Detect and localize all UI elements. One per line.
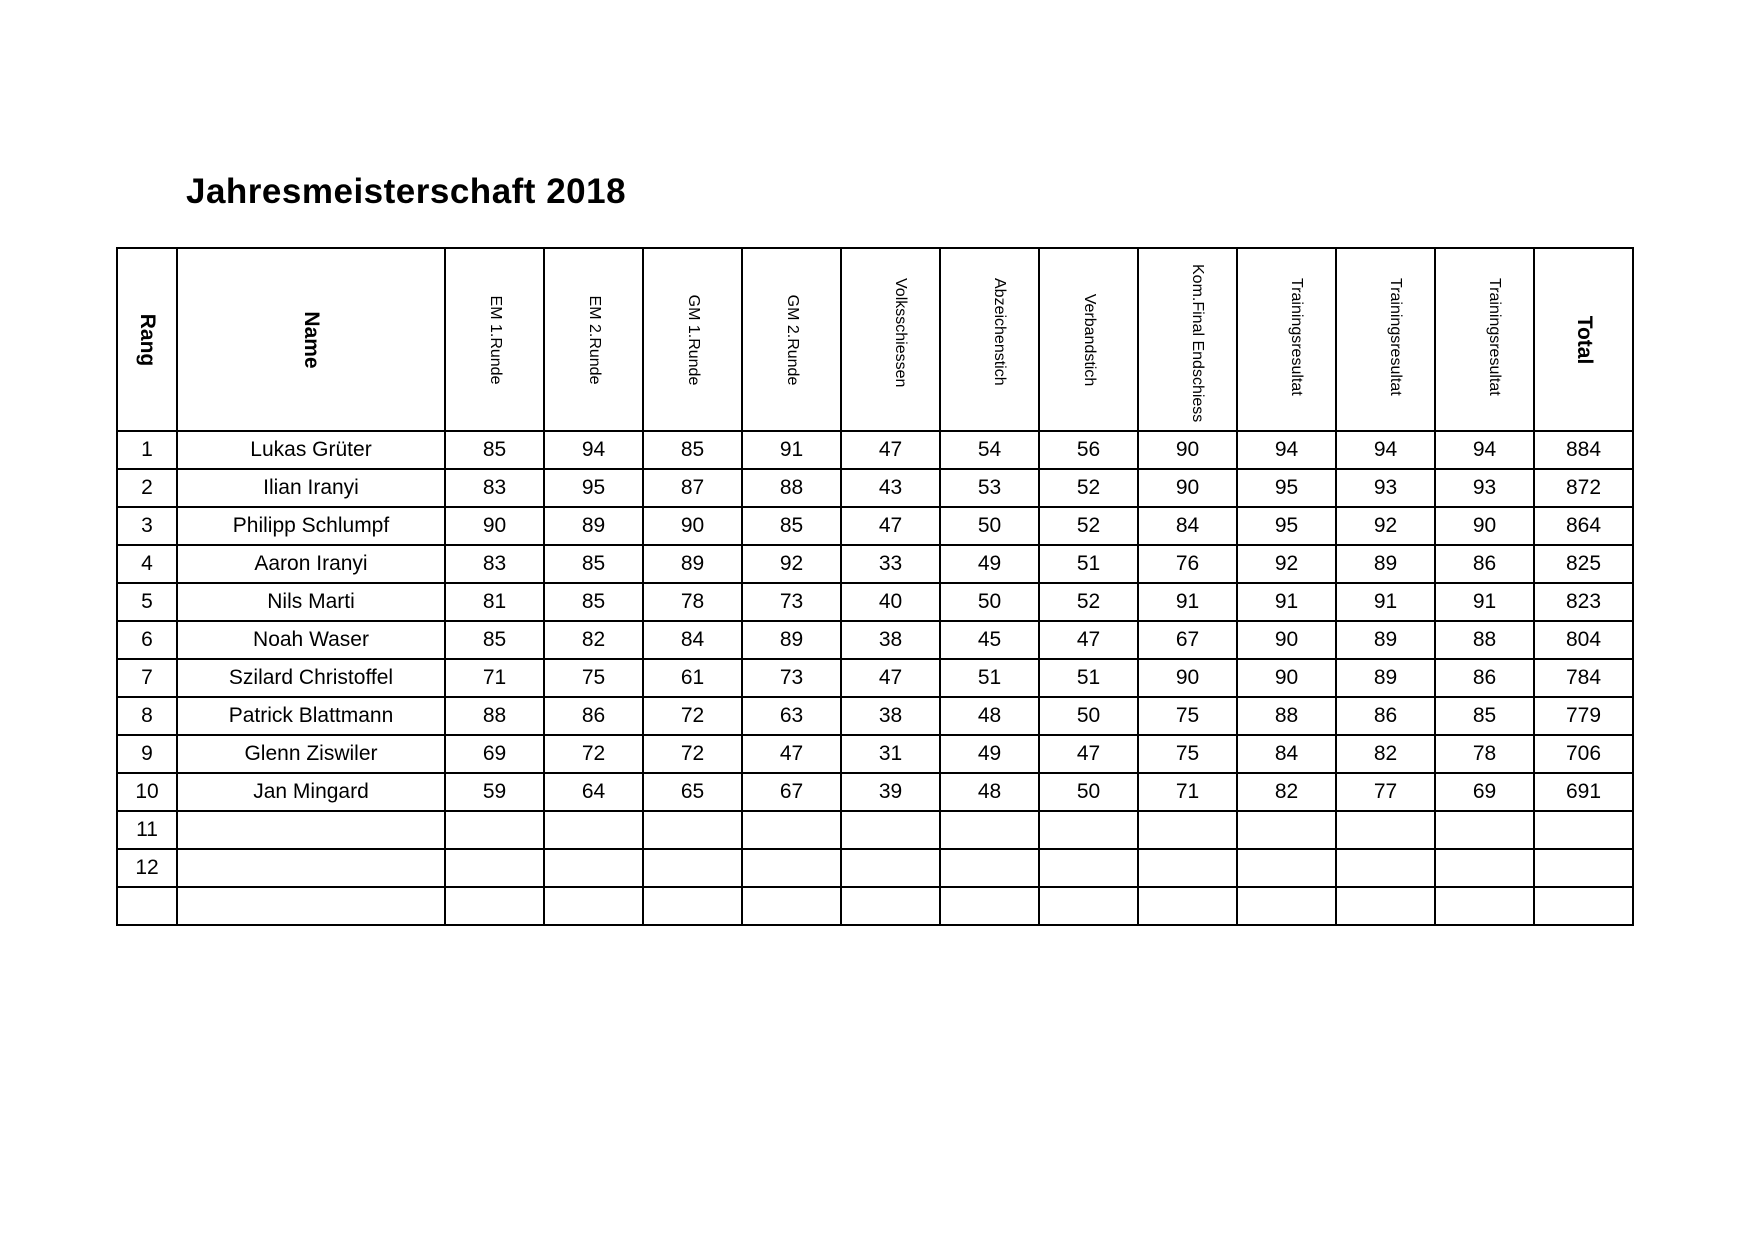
score-cell — [445, 849, 544, 887]
header-rang-label: Rang — [136, 313, 159, 366]
rang-cell: 8 — [117, 697, 177, 735]
score-cell: 69 — [1435, 773, 1534, 811]
score-cell: 75 — [544, 659, 643, 697]
score-cell — [742, 849, 841, 887]
score-cell — [1138, 811, 1237, 849]
score-cell: 91 — [1336, 583, 1435, 621]
score-cell: 78 — [1435, 735, 1534, 773]
header-gm2-label: GM 2.Runde — [783, 294, 801, 385]
score-cell — [841, 811, 940, 849]
score-cell: 50 — [940, 507, 1039, 545]
rang-cell: 9 — [117, 735, 177, 773]
score-cell: 94 — [1237, 431, 1336, 469]
total-cell: 864 — [1534, 507, 1633, 545]
score-cell: 65 — [643, 773, 742, 811]
table-row — [117, 583, 1633, 621]
rang-cell: 5 — [117, 583, 177, 621]
score-cell — [940, 811, 1039, 849]
score-cell: 49 — [940, 545, 1039, 583]
score-cell — [643, 811, 742, 849]
score-cell — [1336, 887, 1435, 925]
table-row — [117, 469, 1633, 507]
table-row — [117, 431, 1633, 469]
score-cell: 90 — [1435, 507, 1534, 545]
score-cell: 71 — [445, 659, 544, 697]
score-cell — [1237, 811, 1336, 849]
score-cell: 91 — [1138, 583, 1237, 621]
score-cell: 48 — [940, 773, 1039, 811]
table-row — [117, 849, 1633, 887]
header-training-2-label: Trainingsresultat — [1386, 278, 1404, 396]
score-cell: 67 — [1138, 621, 1237, 659]
rang-cell: 10 — [117, 773, 177, 811]
score-cell: 88 — [1435, 621, 1534, 659]
score-cell — [1039, 887, 1138, 925]
name-cell: Aaron Iranyi — [177, 545, 445, 583]
score-cell: 82 — [1336, 735, 1435, 773]
header-verbandstich-label: Verbandstich — [1080, 293, 1098, 386]
score-cell: 75 — [1138, 735, 1237, 773]
score-cell: 90 — [1138, 659, 1237, 697]
score-cell: 90 — [1237, 659, 1336, 697]
score-cell: 49 — [940, 735, 1039, 773]
score-cell — [1435, 811, 1534, 849]
score-cell: 72 — [544, 735, 643, 773]
score-cell: 86 — [1336, 697, 1435, 735]
header-em1-label: EM 1.Runde — [486, 295, 504, 384]
score-cell: 89 — [1336, 545, 1435, 583]
score-cell: 95 — [1237, 469, 1336, 507]
score-cell — [1138, 887, 1237, 925]
score-cell: 82 — [1237, 773, 1336, 811]
name-cell: Nils Marti — [177, 583, 445, 621]
score-cell — [742, 887, 841, 925]
score-cell: 83 — [445, 469, 544, 507]
score-cell: 61 — [643, 659, 742, 697]
score-cell: 40 — [841, 583, 940, 621]
rang-cell: 6 — [117, 621, 177, 659]
score-cell: 85 — [643, 431, 742, 469]
score-cell: 93 — [1435, 469, 1534, 507]
rang-cell: 11 — [117, 811, 177, 849]
table-row — [117, 659, 1633, 697]
total-cell: 823 — [1534, 583, 1633, 621]
total-cell: 691 — [1534, 773, 1633, 811]
score-cell: 50 — [1039, 773, 1138, 811]
header-volksschiessen — [841, 248, 940, 431]
score-cell: 52 — [1039, 507, 1138, 545]
score-cell — [1237, 887, 1336, 925]
rang-cell — [117, 887, 177, 925]
score-cell: 84 — [643, 621, 742, 659]
score-cell: 92 — [1237, 545, 1336, 583]
score-cell: 88 — [1237, 697, 1336, 735]
table-row — [117, 697, 1633, 735]
score-cell: 94 — [544, 431, 643, 469]
score-cell — [841, 849, 940, 887]
score-cell: 81 — [445, 583, 544, 621]
header-abzeichenstich-label: Abzeichenstich — [990, 278, 1008, 386]
score-cell: 90 — [1237, 621, 1336, 659]
score-cell: 86 — [544, 697, 643, 735]
score-cell: 54 — [940, 431, 1039, 469]
score-cell: 33 — [841, 545, 940, 583]
score-cell — [643, 887, 742, 925]
score-cell — [544, 849, 643, 887]
total-cell: 825 — [1534, 545, 1633, 583]
score-cell: 56 — [1039, 431, 1138, 469]
score-cell: 85 — [1435, 697, 1534, 735]
results-table — [116, 247, 1634, 926]
score-cell: 50 — [1039, 697, 1138, 735]
score-cell: 53 — [940, 469, 1039, 507]
header-gm2 — [742, 248, 841, 431]
score-cell — [940, 849, 1039, 887]
score-cell: 43 — [841, 469, 940, 507]
score-cell: 63 — [742, 697, 841, 735]
score-cell: 31 — [841, 735, 940, 773]
score-cell: 85 — [445, 621, 544, 659]
total-cell: 804 — [1534, 621, 1633, 659]
header-em2 — [544, 248, 643, 431]
score-cell: 94 — [1336, 431, 1435, 469]
header-training-3 — [1435, 248, 1534, 431]
score-cell: 87 — [643, 469, 742, 507]
header-rang — [117, 248, 177, 431]
score-cell: 45 — [940, 621, 1039, 659]
score-cell: 51 — [940, 659, 1039, 697]
score-cell: 76 — [1138, 545, 1237, 583]
score-cell — [1435, 849, 1534, 887]
header-name-label: Name — [300, 310, 323, 369]
score-cell — [544, 887, 643, 925]
header-total — [1534, 248, 1633, 431]
score-cell: 91 — [1237, 583, 1336, 621]
total-cell: 872 — [1534, 469, 1633, 507]
header-training-1 — [1237, 248, 1336, 431]
score-cell: 48 — [940, 697, 1039, 735]
score-cell: 85 — [445, 431, 544, 469]
score-cell: 93 — [1336, 469, 1435, 507]
header-abzeichenstich — [940, 248, 1039, 431]
score-cell — [742, 811, 841, 849]
rang-cell: 1 — [117, 431, 177, 469]
name-cell: Szilard Christoffel — [177, 659, 445, 697]
name-cell — [177, 849, 445, 887]
score-cell: 69 — [445, 735, 544, 773]
score-cell: 90 — [1138, 431, 1237, 469]
score-cell: 50 — [940, 583, 1039, 621]
name-cell: Noah Waser — [177, 621, 445, 659]
name-cell: Ilian Iranyi — [177, 469, 445, 507]
score-cell — [1039, 811, 1138, 849]
score-cell: 38 — [841, 697, 940, 735]
name-cell: Lukas Grüter — [177, 431, 445, 469]
total-cell: 706 — [1534, 735, 1633, 773]
name-cell — [177, 887, 445, 925]
score-cell — [1336, 811, 1435, 849]
score-cell: 88 — [742, 469, 841, 507]
score-cell: 91 — [742, 431, 841, 469]
score-cell — [643, 849, 742, 887]
table-row — [117, 545, 1633, 583]
score-cell: 64 — [544, 773, 643, 811]
score-cell: 83 — [445, 545, 544, 583]
score-cell: 52 — [1039, 583, 1138, 621]
score-cell: 73 — [742, 583, 841, 621]
score-cell: 78 — [643, 583, 742, 621]
table-row — [117, 773, 1633, 811]
score-cell: 95 — [544, 469, 643, 507]
score-cell: 89 — [643, 545, 742, 583]
score-cell: 47 — [841, 659, 940, 697]
rang-cell: 7 — [117, 659, 177, 697]
table-row — [117, 507, 1633, 545]
total-cell: 779 — [1534, 697, 1633, 735]
score-cell: 89 — [1336, 659, 1435, 697]
header-komfinal-label: Kom.Final Endschiess — [1188, 264, 1206, 423]
score-cell — [445, 811, 544, 849]
score-cell: 75 — [1138, 697, 1237, 735]
score-cell: 89 — [742, 621, 841, 659]
total-cell — [1534, 811, 1633, 849]
header-gm1 — [643, 248, 742, 431]
header-em2-label: EM 2.Runde — [585, 295, 603, 384]
score-cell — [1237, 849, 1336, 887]
score-cell — [445, 887, 544, 925]
total-cell — [1534, 887, 1633, 925]
rang-cell: 12 — [117, 849, 177, 887]
score-cell: 88 — [445, 697, 544, 735]
header-training-1-label: Trainingsresultat — [1287, 278, 1305, 396]
score-cell: 84 — [1237, 735, 1336, 773]
score-cell — [940, 887, 1039, 925]
score-cell: 85 — [742, 507, 841, 545]
header-volksschiessen-label: Volksschiessen — [891, 278, 909, 388]
page-title: Jahresmeisterschaft 2018 — [186, 172, 627, 211]
score-cell: 71 — [1138, 773, 1237, 811]
table-row — [117, 811, 1633, 849]
score-cell: 77 — [1336, 773, 1435, 811]
header-row — [117, 248, 1633, 431]
score-cell: 47 — [1039, 621, 1138, 659]
score-cell: 82 — [544, 621, 643, 659]
score-cell: 59 — [445, 773, 544, 811]
name-cell — [177, 811, 445, 849]
score-cell: 90 — [445, 507, 544, 545]
name-cell: Patrick Blattmann — [177, 697, 445, 735]
score-cell: 89 — [1336, 621, 1435, 659]
rang-cell: 2 — [117, 469, 177, 507]
score-cell: 92 — [742, 545, 841, 583]
score-cell — [544, 811, 643, 849]
score-cell: 85 — [544, 583, 643, 621]
score-cell — [1336, 849, 1435, 887]
header-komfinal — [1138, 248, 1237, 431]
table-body — [117, 431, 1633, 925]
score-cell: 89 — [544, 507, 643, 545]
score-cell — [1138, 849, 1237, 887]
score-cell: 86 — [1435, 545, 1534, 583]
score-cell: 47 — [841, 507, 940, 545]
header-em1 — [445, 248, 544, 431]
total-cell: 784 — [1534, 659, 1633, 697]
score-cell: 38 — [841, 621, 940, 659]
score-cell: 90 — [643, 507, 742, 545]
score-cell: 51 — [1039, 545, 1138, 583]
score-cell: 67 — [742, 773, 841, 811]
total-cell: 884 — [1534, 431, 1633, 469]
score-cell: 72 — [643, 697, 742, 735]
table-row — [117, 621, 1633, 659]
header-training-3-label: Trainingsresultat — [1485, 278, 1503, 396]
rang-cell: 4 — [117, 545, 177, 583]
score-cell: 73 — [742, 659, 841, 697]
score-cell: 47 — [742, 735, 841, 773]
score-cell: 47 — [841, 431, 940, 469]
score-cell: 72 — [643, 735, 742, 773]
header-name — [177, 248, 445, 431]
header-verbandstich — [1039, 248, 1138, 431]
score-cell — [1039, 849, 1138, 887]
table-row — [117, 735, 1633, 773]
score-cell: 84 — [1138, 507, 1237, 545]
score-cell: 39 — [841, 773, 940, 811]
score-cell — [1435, 887, 1534, 925]
table-row — [117, 887, 1633, 925]
name-cell: Glenn Ziswiler — [177, 735, 445, 773]
name-cell: Jan Mingard — [177, 773, 445, 811]
header-training-2 — [1336, 248, 1435, 431]
score-cell: 52 — [1039, 469, 1138, 507]
header-gm1-label: GM 1.Runde — [684, 294, 702, 385]
name-cell: Philipp Schlumpf — [177, 507, 445, 545]
header-total-label: Total — [1572, 315, 1596, 364]
score-cell: 92 — [1336, 507, 1435, 545]
rang-cell: 3 — [117, 507, 177, 545]
score-cell: 85 — [544, 545, 643, 583]
total-cell — [1534, 849, 1633, 887]
score-cell: 91 — [1435, 583, 1534, 621]
score-cell: 47 — [1039, 735, 1138, 773]
score-cell: 90 — [1138, 469, 1237, 507]
score-cell: 51 — [1039, 659, 1138, 697]
score-cell — [841, 887, 940, 925]
score-cell: 86 — [1435, 659, 1534, 697]
score-cell: 95 — [1237, 507, 1336, 545]
score-cell: 94 — [1435, 431, 1534, 469]
